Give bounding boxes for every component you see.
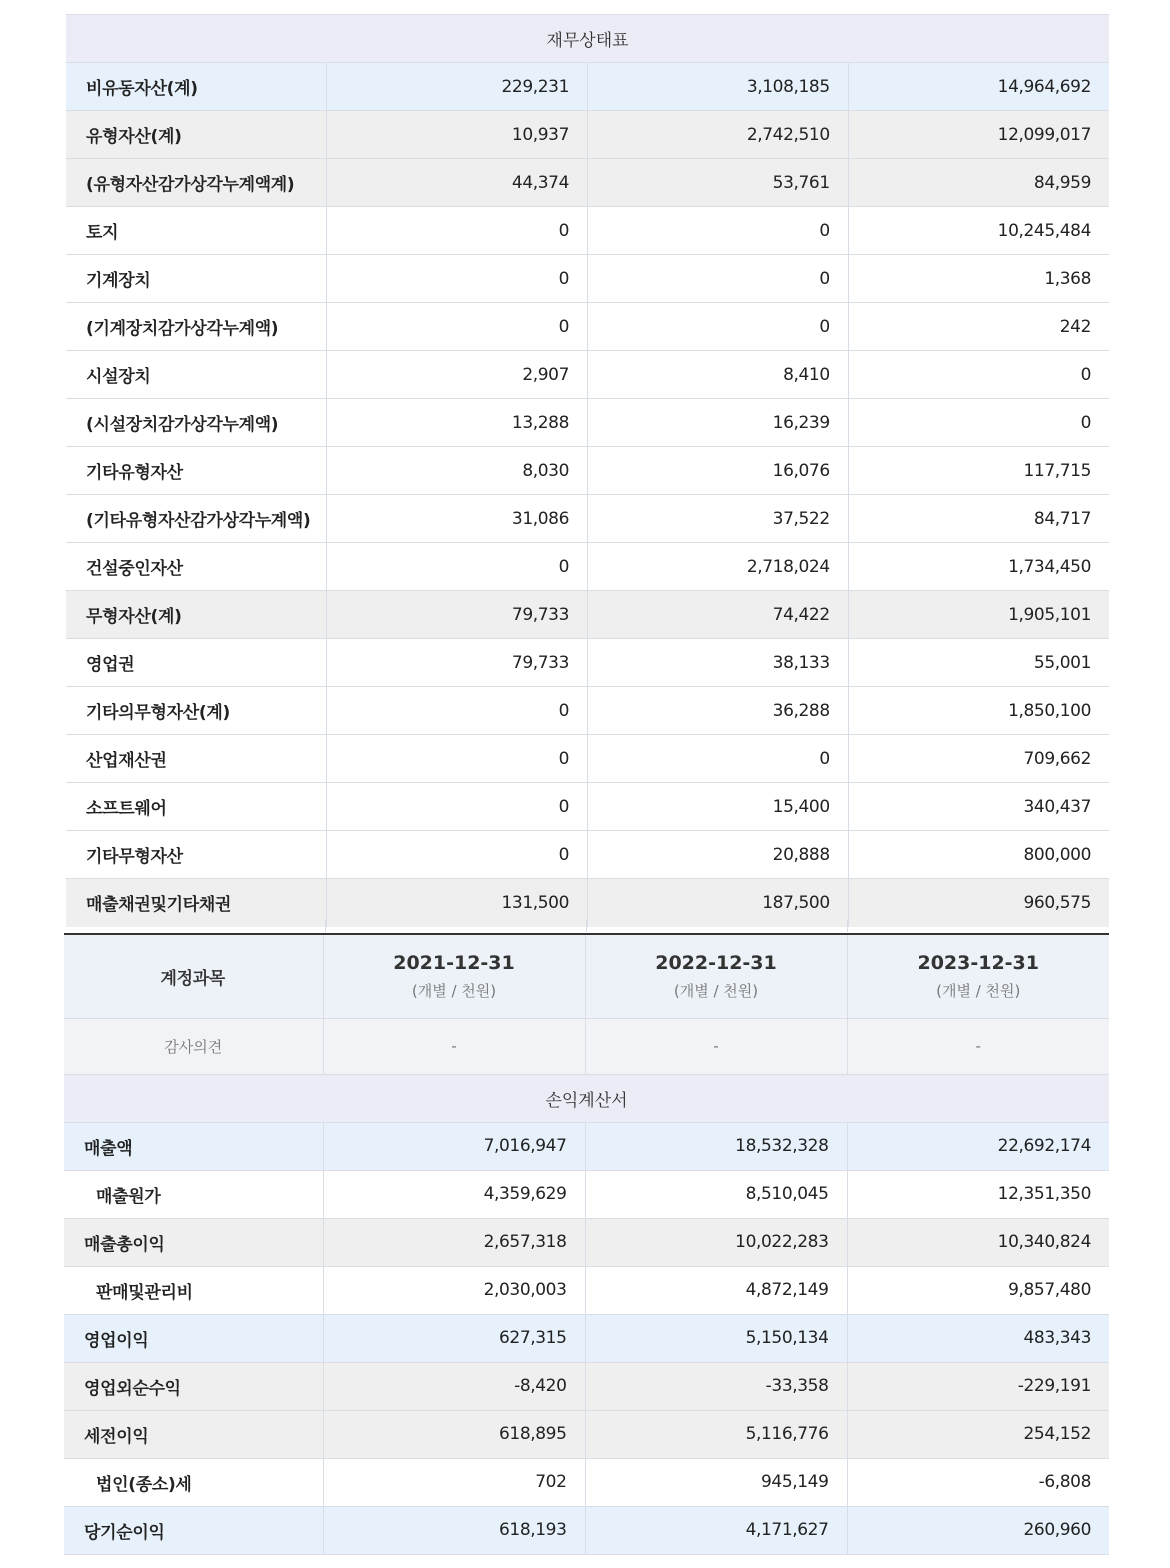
row-label: 법인(종소)세: [64, 1458, 323, 1506]
row-value: 10,340,824: [847, 1218, 1109, 1266]
row-label: (시설장치감가상각누계액): [66, 399, 327, 447]
table-row: [64, 1122, 1109, 1170]
table-row: [66, 543, 1109, 591]
row-value: 1,850,100: [848, 687, 1109, 735]
income-statement-title: 손익계산서: [64, 1074, 1109, 1122]
table-row: [66, 687, 1109, 735]
row-label: (기계장치감가상각누계액): [66, 303, 327, 351]
row-value: 2,657,318: [323, 1218, 585, 1266]
table-row: [66, 447, 1109, 495]
period-unit: (개별 / 천원): [673, 981, 759, 1000]
row-label: 영업외순수익: [64, 1362, 323, 1410]
row-value: 709,662: [848, 735, 1109, 783]
row-label: 유형자산(계): [66, 111, 327, 159]
row-value: 37,522: [588, 495, 849, 543]
period-column-header: [585, 934, 847, 1018]
row-label: 당기순이익: [64, 1506, 323, 1554]
row-value: 31,086: [327, 495, 588, 543]
row-label: 매출채권및기타채권: [66, 879, 327, 927]
row-value: 8,410: [588, 351, 849, 399]
row-value: 0: [327, 255, 588, 303]
table-row: [64, 1410, 1109, 1458]
table-row: [66, 111, 1109, 159]
row-value: 16,076: [588, 447, 849, 495]
row-value: 84,717: [848, 495, 1109, 543]
row-value: 618,193: [323, 1506, 585, 1554]
row-value: 8,030: [327, 447, 588, 495]
row-label: 기타의무형자산(계): [66, 687, 327, 735]
table-row: [64, 1218, 1109, 1266]
row-value: 4,359,629: [323, 1170, 585, 1218]
row-value: 5,150,134: [585, 1314, 847, 1362]
row-value: 36,288: [588, 687, 849, 735]
row-value: 55,001: [848, 639, 1109, 687]
row-value: 10,245,484: [848, 207, 1109, 255]
row-value: 1,734,450: [848, 543, 1109, 591]
row-value: 229,231: [327, 63, 588, 111]
period-date: 2022-12-31: [655, 951, 777, 974]
period-date: 2021-12-31: [393, 951, 515, 974]
row-value: 79,733: [327, 639, 588, 687]
balance-sheet-title: 재무상태표: [66, 15, 1109, 63]
row-value: 0: [588, 207, 849, 255]
table-row: [66, 63, 1109, 111]
row-value: 12,099,017: [848, 111, 1109, 159]
row-label: 산업재산권: [66, 735, 327, 783]
row-value: 10,937: [327, 111, 588, 159]
row-value: -8,420: [323, 1362, 585, 1410]
balance-sheet-section-row: [66, 15, 1109, 63]
row-value: -33,358: [585, 1362, 847, 1410]
account-column-header: 계정과목: [64, 934, 323, 1018]
row-value: -229,191: [847, 1362, 1109, 1410]
row-value: 13,288: [327, 399, 588, 447]
table-row: [64, 1506, 1109, 1554]
row-value: 242: [848, 303, 1109, 351]
row-value: 2,030,003: [323, 1266, 585, 1314]
row-value: 2,742,510: [588, 111, 849, 159]
row-value: 0: [588, 303, 849, 351]
row-value: 22,692,174: [847, 1122, 1109, 1170]
row-value: 131,500: [327, 879, 588, 927]
row-value: 84,959: [848, 159, 1109, 207]
table-row: [66, 255, 1109, 303]
table-row: [66, 207, 1109, 255]
row-value: 117,715: [848, 447, 1109, 495]
table-row: [64, 1170, 1109, 1218]
row-value: 483,343: [847, 1314, 1109, 1362]
income-statement-section-row: [64, 1074, 1109, 1122]
table-row: [66, 303, 1109, 351]
row-value: 0: [588, 255, 849, 303]
row-label: 매출총이익: [64, 1218, 323, 1266]
table-row: [64, 1362, 1109, 1410]
row-value: 960,575: [848, 879, 1109, 927]
row-value: 618,895: [323, 1410, 585, 1458]
row-value: 4,872,149: [585, 1266, 847, 1314]
audit-opinion-value: -: [323, 1018, 585, 1074]
row-label: (유형자산감가상각누계액계): [66, 159, 327, 207]
audit-opinion-row: [64, 1018, 1109, 1074]
row-value: 38,133: [588, 639, 849, 687]
row-label: 세전이익: [64, 1410, 323, 1458]
table-row: [66, 783, 1109, 831]
row-value: 4,171,627: [585, 1506, 847, 1554]
table-row: [66, 159, 1109, 207]
row-value: 16,239: [588, 399, 849, 447]
row-value: 3,108,185: [588, 63, 849, 111]
row-value: 0: [848, 351, 1109, 399]
row-value: 627,315: [323, 1314, 585, 1362]
column-divider: [586, 920, 587, 932]
row-label: (기타유형자산감가상각누계액): [66, 495, 327, 543]
row-value: 10,022,283: [585, 1218, 847, 1266]
table-row: [66, 495, 1109, 543]
row-label: 매출액: [64, 1122, 323, 1170]
row-value: 0: [327, 735, 588, 783]
row-label: 기타무형자산: [66, 831, 327, 879]
row-value: 260,960: [847, 1506, 1109, 1554]
audit-opinion-value: -: [585, 1018, 847, 1074]
table-row: [64, 1314, 1109, 1362]
row-value: 0: [327, 303, 588, 351]
row-value: 1,368: [848, 255, 1109, 303]
row-value: 254,152: [847, 1410, 1109, 1458]
balance-sheet-table: [66, 14, 1109, 927]
period-column-header: [847, 934, 1109, 1018]
table-row: [66, 399, 1109, 447]
row-value: 0: [327, 207, 588, 255]
row-label: 영업권: [66, 639, 327, 687]
table-row: [66, 639, 1109, 687]
row-value: 702: [323, 1458, 585, 1506]
row-value: 0: [327, 783, 588, 831]
row-value: -6,808: [847, 1458, 1109, 1506]
row-value: 20,888: [588, 831, 849, 879]
row-value: 9,857,480: [847, 1266, 1109, 1314]
row-value: 0: [327, 543, 588, 591]
row-label: 기타유형자산: [66, 447, 327, 495]
row-label: 무형자산(계): [66, 591, 327, 639]
row-value: 187,500: [588, 879, 849, 927]
row-label: 매출원가: [64, 1170, 323, 1218]
row-value: 53,761: [588, 159, 849, 207]
row-label: 건설중인자산: [66, 543, 327, 591]
row-value: 0: [588, 735, 849, 783]
row-value: 0: [327, 687, 588, 735]
table-row: [64, 1266, 1109, 1314]
row-value: 74,422: [588, 591, 849, 639]
row-label: 토지: [66, 207, 327, 255]
column-divider: [847, 920, 848, 932]
row-value: 800,000: [848, 831, 1109, 879]
audit-opinion-value: -: [847, 1018, 1109, 1074]
row-value: 14,964,692: [848, 63, 1109, 111]
table-row: [66, 735, 1109, 783]
row-value: 18,532,328: [585, 1122, 847, 1170]
row-value: 1,905,101: [848, 591, 1109, 639]
row-label: 판매및관리비: [64, 1266, 323, 1314]
table-row: [66, 831, 1109, 879]
row-value: 0: [327, 831, 588, 879]
period-column-header: [323, 934, 585, 1018]
row-value: 5,116,776: [585, 1410, 847, 1458]
row-value: 79,733: [327, 591, 588, 639]
table-row: [66, 351, 1109, 399]
row-value: 340,437: [848, 783, 1109, 831]
row-value: 15,400: [588, 783, 849, 831]
period-unit: (개별 / 천원): [411, 981, 497, 1000]
row-value: 2,907: [327, 351, 588, 399]
row-label: 소프트웨어: [66, 783, 327, 831]
row-value: 0: [848, 399, 1109, 447]
period-unit: (개별 / 천원): [936, 981, 1021, 1000]
row-value: 8,510,045: [585, 1170, 847, 1218]
column-header-row: [64, 934, 1109, 1018]
row-label: 기계장치: [66, 255, 327, 303]
row-label: 비유동자산(계): [66, 63, 327, 111]
income-statement-table: [64, 933, 1109, 1555]
row-value: 7,016,947: [323, 1122, 585, 1170]
table-row: [64, 1458, 1109, 1506]
period-date: 2023-12-31: [917, 951, 1040, 974]
audit-opinion-label: 감사의견: [64, 1018, 323, 1074]
table-cut-divider: [66, 920, 1109, 932]
row-value: 945,149: [585, 1458, 847, 1506]
row-value: 2,718,024: [588, 543, 849, 591]
column-divider: [325, 920, 326, 932]
row-value: 12,351,350: [847, 1170, 1109, 1218]
row-label: 시설장치: [66, 351, 327, 399]
row-label: 영업이익: [64, 1314, 323, 1362]
row-value: 44,374: [327, 159, 588, 207]
table-row: [66, 591, 1109, 639]
